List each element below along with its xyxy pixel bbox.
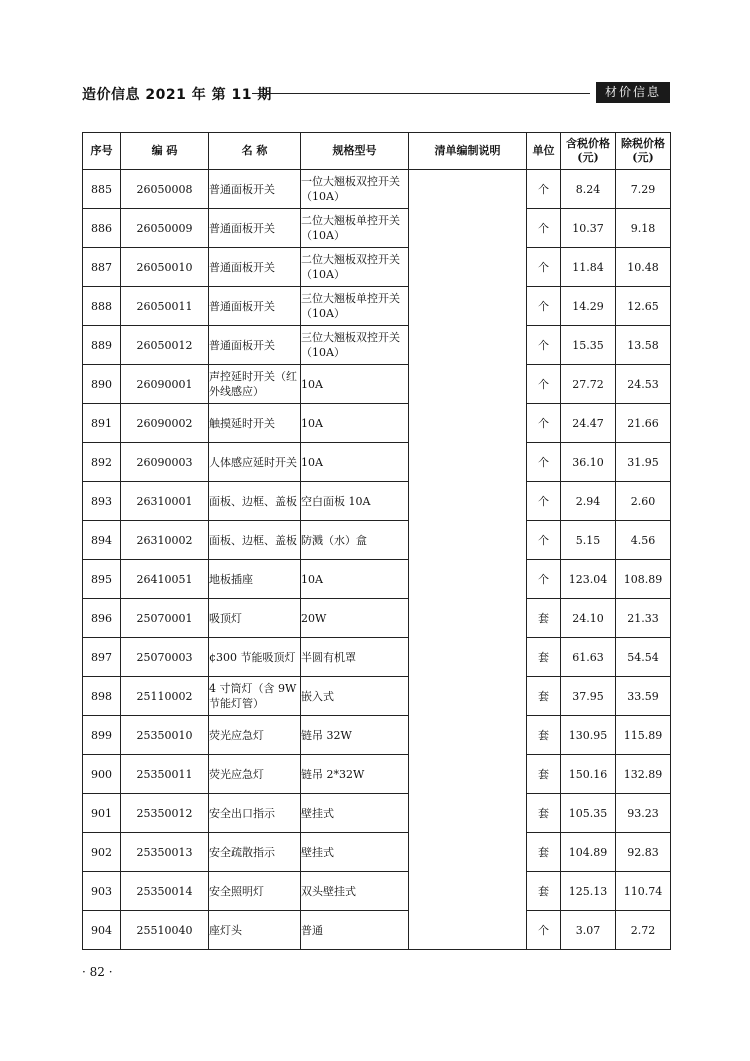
cell-unit: 套 xyxy=(527,755,561,794)
cell-price-tax: 5.15 xyxy=(561,521,616,560)
cell-code: 26050011 xyxy=(121,287,209,326)
section-badge: 材价信息 xyxy=(596,82,670,103)
cell-seq: 887 xyxy=(83,248,121,287)
cell-unit: 个 xyxy=(527,248,561,287)
cell-code: 25110002 xyxy=(121,677,209,716)
table-row xyxy=(83,677,671,716)
cell-seq: 895 xyxy=(83,560,121,599)
cell-code: 25350010 xyxy=(121,716,209,755)
cell-spec: 10A xyxy=(301,365,409,404)
cell-unit: 套 xyxy=(527,716,561,755)
cell-unit: 个 xyxy=(527,521,561,560)
cell-spec: 半圆有机罩 xyxy=(301,638,409,677)
cell-price-tax: 14.29 xyxy=(561,287,616,326)
cell-seq: 901 xyxy=(83,794,121,833)
page-number: · 82 · xyxy=(82,965,113,979)
cell-spec: 嵌入式 xyxy=(301,677,409,716)
cell-price-tax: 123.04 xyxy=(561,560,616,599)
col-header-name: 名 称 xyxy=(209,133,301,170)
cell-spec: 三位大翘板单控开关（10A） xyxy=(301,287,409,326)
cell-unit: 套 xyxy=(527,638,561,677)
table-row xyxy=(83,599,671,638)
cell-name: 安全出口指示 xyxy=(209,794,301,833)
cell-unit: 个 xyxy=(527,482,561,521)
cell-spec: 壁挂式 xyxy=(301,833,409,872)
cell-name: 地板插座 xyxy=(209,560,301,599)
cell-unit: 套 xyxy=(527,833,561,872)
cell-seq: 896 xyxy=(83,599,121,638)
cell-unit: 套 xyxy=(527,599,561,638)
cell-price-notax: 92.83 xyxy=(616,833,671,872)
cell-price-notax: 33.59 xyxy=(616,677,671,716)
cell-seq: 897 xyxy=(83,638,121,677)
col-header-unit: 单位 xyxy=(527,133,561,170)
cell-seq: 886 xyxy=(83,209,121,248)
cell-price-notax: 93.23 xyxy=(616,794,671,833)
cell-seq: 890 xyxy=(83,365,121,404)
cell-price-notax: 13.58 xyxy=(616,326,671,365)
cell-price-tax: 37.95 xyxy=(561,677,616,716)
cell-name: 声控延时开关（红外线感应） xyxy=(209,365,301,404)
table-row xyxy=(83,248,671,287)
table-row xyxy=(83,365,671,404)
cell-price-notax: 9.18 xyxy=(616,209,671,248)
cell-seq: 904 xyxy=(83,911,121,950)
cell-code: 26050008 xyxy=(121,170,209,209)
cell-name: 触摸延时开关 xyxy=(209,404,301,443)
cell-name: 4 寸筒灯（含 9W 节能灯管） xyxy=(209,677,301,716)
cell-seq: 902 xyxy=(83,833,121,872)
cell-price-notax: 2.60 xyxy=(616,482,671,521)
table-row xyxy=(83,287,671,326)
cell-spec: 10A xyxy=(301,404,409,443)
cell-seq: 891 xyxy=(83,404,121,443)
cell-spec: 三位大翘板双控开关（10A） xyxy=(301,326,409,365)
cell-code: 25350011 xyxy=(121,755,209,794)
cell-price-tax: 15.35 xyxy=(561,326,616,365)
cell-spec: 二位大翘板双控开关（10A） xyxy=(301,248,409,287)
cell-name: 普通面板开关 xyxy=(209,326,301,365)
cell-code: 26050012 xyxy=(121,326,209,365)
cell-code: 25350014 xyxy=(121,872,209,911)
cell-price-notax: 21.33 xyxy=(616,599,671,638)
cell-unit: 个 xyxy=(527,911,561,950)
cell-unit: 个 xyxy=(527,209,561,248)
cell-unit: 个 xyxy=(527,443,561,482)
cell-price-tax: 36.10 xyxy=(561,443,616,482)
cell-seq: 889 xyxy=(83,326,121,365)
cell-seq: 900 xyxy=(83,755,121,794)
cell-price-tax: 24.10 xyxy=(561,599,616,638)
cell-name: 吸顶灯 xyxy=(209,599,301,638)
cell-seq: 892 xyxy=(83,443,121,482)
table-row xyxy=(83,521,671,560)
cell-name: 普通面板开关 xyxy=(209,209,301,248)
table-row xyxy=(83,482,671,521)
cell-name: 面板、边框、盖板 xyxy=(209,521,301,560)
cell-price-notax: 31.95 xyxy=(616,443,671,482)
cell-price-tax: 104.89 xyxy=(561,833,616,872)
cell-code: 26090003 xyxy=(121,443,209,482)
table-row xyxy=(83,872,671,911)
table-row xyxy=(83,794,671,833)
cell-unit: 套 xyxy=(527,794,561,833)
cell-code: 26090002 xyxy=(121,404,209,443)
price-table xyxy=(82,132,671,950)
cell-price-notax: 7.29 xyxy=(616,170,671,209)
cell-spec: 普通 xyxy=(301,911,409,950)
cell-name: 人体感应延时开关 xyxy=(209,443,301,482)
cell-code: 26050010 xyxy=(121,248,209,287)
table-row xyxy=(83,833,671,872)
cell-code: 26410051 xyxy=(121,560,209,599)
table-row xyxy=(83,716,671,755)
cell-spec: 链吊 2*32W xyxy=(301,755,409,794)
cell-price-tax: 125.13 xyxy=(561,872,616,911)
cell-desc-merged xyxy=(409,170,527,950)
cell-name: 荧光应急灯 xyxy=(209,755,301,794)
cell-code: 25070001 xyxy=(121,599,209,638)
cell-spec: 双头壁挂式 xyxy=(301,872,409,911)
cell-name: 荧光应急灯 xyxy=(209,716,301,755)
cell-price-tax: 24.47 xyxy=(561,404,616,443)
cell-spec: 一位大翘板双控开关（10A） xyxy=(301,170,409,209)
cell-spec: 防溅（水）盒 xyxy=(301,521,409,560)
cell-price-notax: 54.54 xyxy=(616,638,671,677)
cell-code: 26310002 xyxy=(121,521,209,560)
table-row xyxy=(83,170,671,209)
cell-seq: 894 xyxy=(83,521,121,560)
cell-unit: 个 xyxy=(527,404,561,443)
publication-title: 造价信息 2021 年 第 11 期 xyxy=(82,87,272,103)
cell-price-tax: 2.94 xyxy=(561,482,616,521)
cell-price-notax: 2.72 xyxy=(616,911,671,950)
cell-price-notax: 115.89 xyxy=(616,716,671,755)
cell-price-tax: 130.95 xyxy=(561,716,616,755)
cell-spec: 二位大翘板单控开关（10A） xyxy=(301,209,409,248)
cell-spec: 空白面板 10A xyxy=(301,482,409,521)
cell-seq: 903 xyxy=(83,872,121,911)
header-rule xyxy=(252,93,590,94)
cell-price-tax: 150.16 xyxy=(561,755,616,794)
cell-price-tax: 27.72 xyxy=(561,365,616,404)
cell-unit: 个 xyxy=(527,170,561,209)
cell-unit: 个 xyxy=(527,326,561,365)
cell-price-notax: 12.65 xyxy=(616,287,671,326)
page-header xyxy=(82,82,670,104)
cell-price-notax: 132.89 xyxy=(616,755,671,794)
col-header-desc: 清单编制说明 xyxy=(409,133,527,170)
cell-unit: 个 xyxy=(527,287,561,326)
table-row xyxy=(83,560,671,599)
cell-name: ¢300 节能吸顶灯 xyxy=(209,638,301,677)
cell-seq: 899 xyxy=(83,716,121,755)
cell-code: 25510040 xyxy=(121,911,209,950)
cell-code: 26090001 xyxy=(121,365,209,404)
col-header-seq: 序号 xyxy=(83,133,121,170)
table-row xyxy=(83,755,671,794)
cell-name: 安全疏散指示 xyxy=(209,833,301,872)
cell-spec: 壁挂式 xyxy=(301,794,409,833)
col-header-price-notax: 除税价格(元) xyxy=(616,133,671,170)
cell-code: 26050009 xyxy=(121,209,209,248)
cell-price-notax: 108.89 xyxy=(616,560,671,599)
cell-price-tax: 8.24 xyxy=(561,170,616,209)
cell-name: 面板、边框、盖板 xyxy=(209,482,301,521)
table-row xyxy=(83,638,671,677)
cell-code: 25350012 xyxy=(121,794,209,833)
table-row xyxy=(83,443,671,482)
cell-code: 25350013 xyxy=(121,833,209,872)
table-row xyxy=(83,404,671,443)
cell-code: 26310001 xyxy=(121,482,209,521)
cell-seq: 893 xyxy=(83,482,121,521)
cell-seq: 888 xyxy=(83,287,121,326)
table-row xyxy=(83,209,671,248)
cell-unit: 个 xyxy=(527,560,561,599)
cell-spec: 链吊 32W xyxy=(301,716,409,755)
cell-name: 安全照明灯 xyxy=(209,872,301,911)
cell-price-notax: 4.56 xyxy=(616,521,671,560)
cell-spec: 10A xyxy=(301,443,409,482)
col-header-code: 编 码 xyxy=(121,133,209,170)
col-header-spec: 规格型号 xyxy=(301,133,409,170)
cell-code: 25070003 xyxy=(121,638,209,677)
cell-price-notax: 21.66 xyxy=(616,404,671,443)
cell-name: 普通面板开关 xyxy=(209,287,301,326)
cell-price-notax: 110.74 xyxy=(616,872,671,911)
cell-price-tax: 105.35 xyxy=(561,794,616,833)
cell-unit: 套 xyxy=(527,872,561,911)
cell-spec: 10A xyxy=(301,560,409,599)
col-header-price-tax: 含税价格(元) xyxy=(561,133,616,170)
table-row xyxy=(83,911,671,950)
table-row xyxy=(83,326,671,365)
cell-seq: 898 xyxy=(83,677,121,716)
cell-price-notax: 24.53 xyxy=(616,365,671,404)
cell-unit: 套 xyxy=(527,677,561,716)
cell-name: 普通面板开关 xyxy=(209,170,301,209)
cell-unit: 个 xyxy=(527,365,561,404)
cell-price-notax: 10.48 xyxy=(616,248,671,287)
cell-price-tax: 3.07 xyxy=(561,911,616,950)
cell-name: 座灯头 xyxy=(209,911,301,950)
cell-price-tax: 10.37 xyxy=(561,209,616,248)
cell-spec: 20W xyxy=(301,599,409,638)
cell-price-tax: 61.63 xyxy=(561,638,616,677)
table-header-row xyxy=(83,133,671,170)
cell-price-tax: 11.84 xyxy=(561,248,616,287)
cell-name: 普通面板开关 xyxy=(209,248,301,287)
cell-seq: 885 xyxy=(83,170,121,209)
